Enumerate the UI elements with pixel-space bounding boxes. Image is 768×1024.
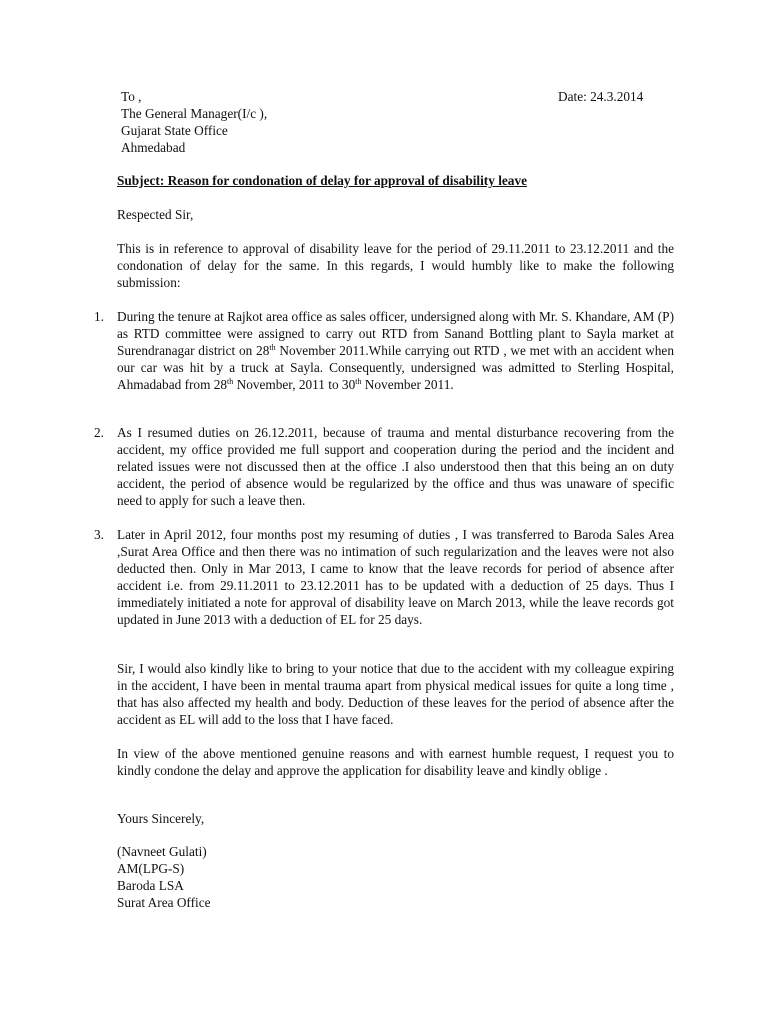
list-number: 3. [94,527,104,542]
intro-paragraph: This is in reference to approval of disability leave for the period of 29.11.2011 to 23.12.2011 and the condonation of delay for the same. In this regards, I would humbly like to make the following submission: [117,241,674,290]
signatory-unit: Baroda LSA [117,878,184,893]
list-item: During the tenure at Rajkot area office as sales officer, undersigned along with Mr. S. Khandare, AM (P) as RTD committee were assigned to carry out RTD from Sanand Bottling plant to Sayla market at Surendranagar district on 28th November 2011.While carrying out RTD , we met with an accident when our car was hit by a truck at Sayla. Consequently, undersigned was admitted to Sterling Hospital, Ahmadabad from 28th November, 2011 to 30th November 2011. [117,309,674,392]
recipient-line: Gujarat State Office [121,123,228,138]
letter-date: Date: 24.3.2014 [558,89,644,104]
closing-request-paragraph: In view of the above mentioned genuine reasons and with earnest humble request, I request you to kindly condone the delay and approve the application for disability leave and kindly oblige . [117,746,674,778]
salutation: Respected Sir, [117,207,194,222]
list-number: 2. [94,425,104,440]
list-item: Later in April 2012, four months post my resuming of duties , I was transferred to Baroda Sales Area ,Surat Area Office and then there was no intimation of such regularization and the leaves were not also deducted then. Only in Mar 2013, I came to know that the leave records for period of absence after accident i.e. from 29.11.2011 to 23.12.2011 has to be updated with a deduction of 25 days. Thus I immediately initiated a note for approval of disability leave on March 2013, while the leave records got updated in June 2013 with a deduction of EL for 25 days. [117,527,674,627]
signatory-office: Surat Area Office [117,895,211,910]
signatory-designation: AM(LPG-S) [117,861,185,876]
signatory-name: (Navneet Gulati) [117,844,207,859]
closing-paragraph: Sir, I would also kindly like to bring to your notice that due to the accident with my colleague expiring in the accident, I have been in mental trauma apart from physical medical issues for quite a long time , that has also affected my health and body. Deduction of these leaves for the period of absence after the accident as EL will add to the loss that I have faced. [117,661,674,727]
recipient-line: The General Manager(I/c ), [121,106,268,121]
signature-block [117,843,211,911]
list-number: 1. [94,309,104,324]
address-block [121,88,267,156]
subject-line: Subject: Reason for condonation of delay for approval of disability leave [117,173,528,188]
recipient-line: Ahmedabad [121,140,186,155]
to-line: To , [121,89,142,104]
list-item: As I resumed duties on 26.12.2011, because of trauma and mental disturbance recovering from the accident, my office provided me full support and cooperation during the period and the incident and related issues were not discussed then at the office .I also understood then that this being an on duty accident, the period of absence would be regularized by the office and thus was unaware of specific need to apply for such a leave then. [117,425,674,508]
sign-off: Yours Sincerely, [117,811,205,826]
